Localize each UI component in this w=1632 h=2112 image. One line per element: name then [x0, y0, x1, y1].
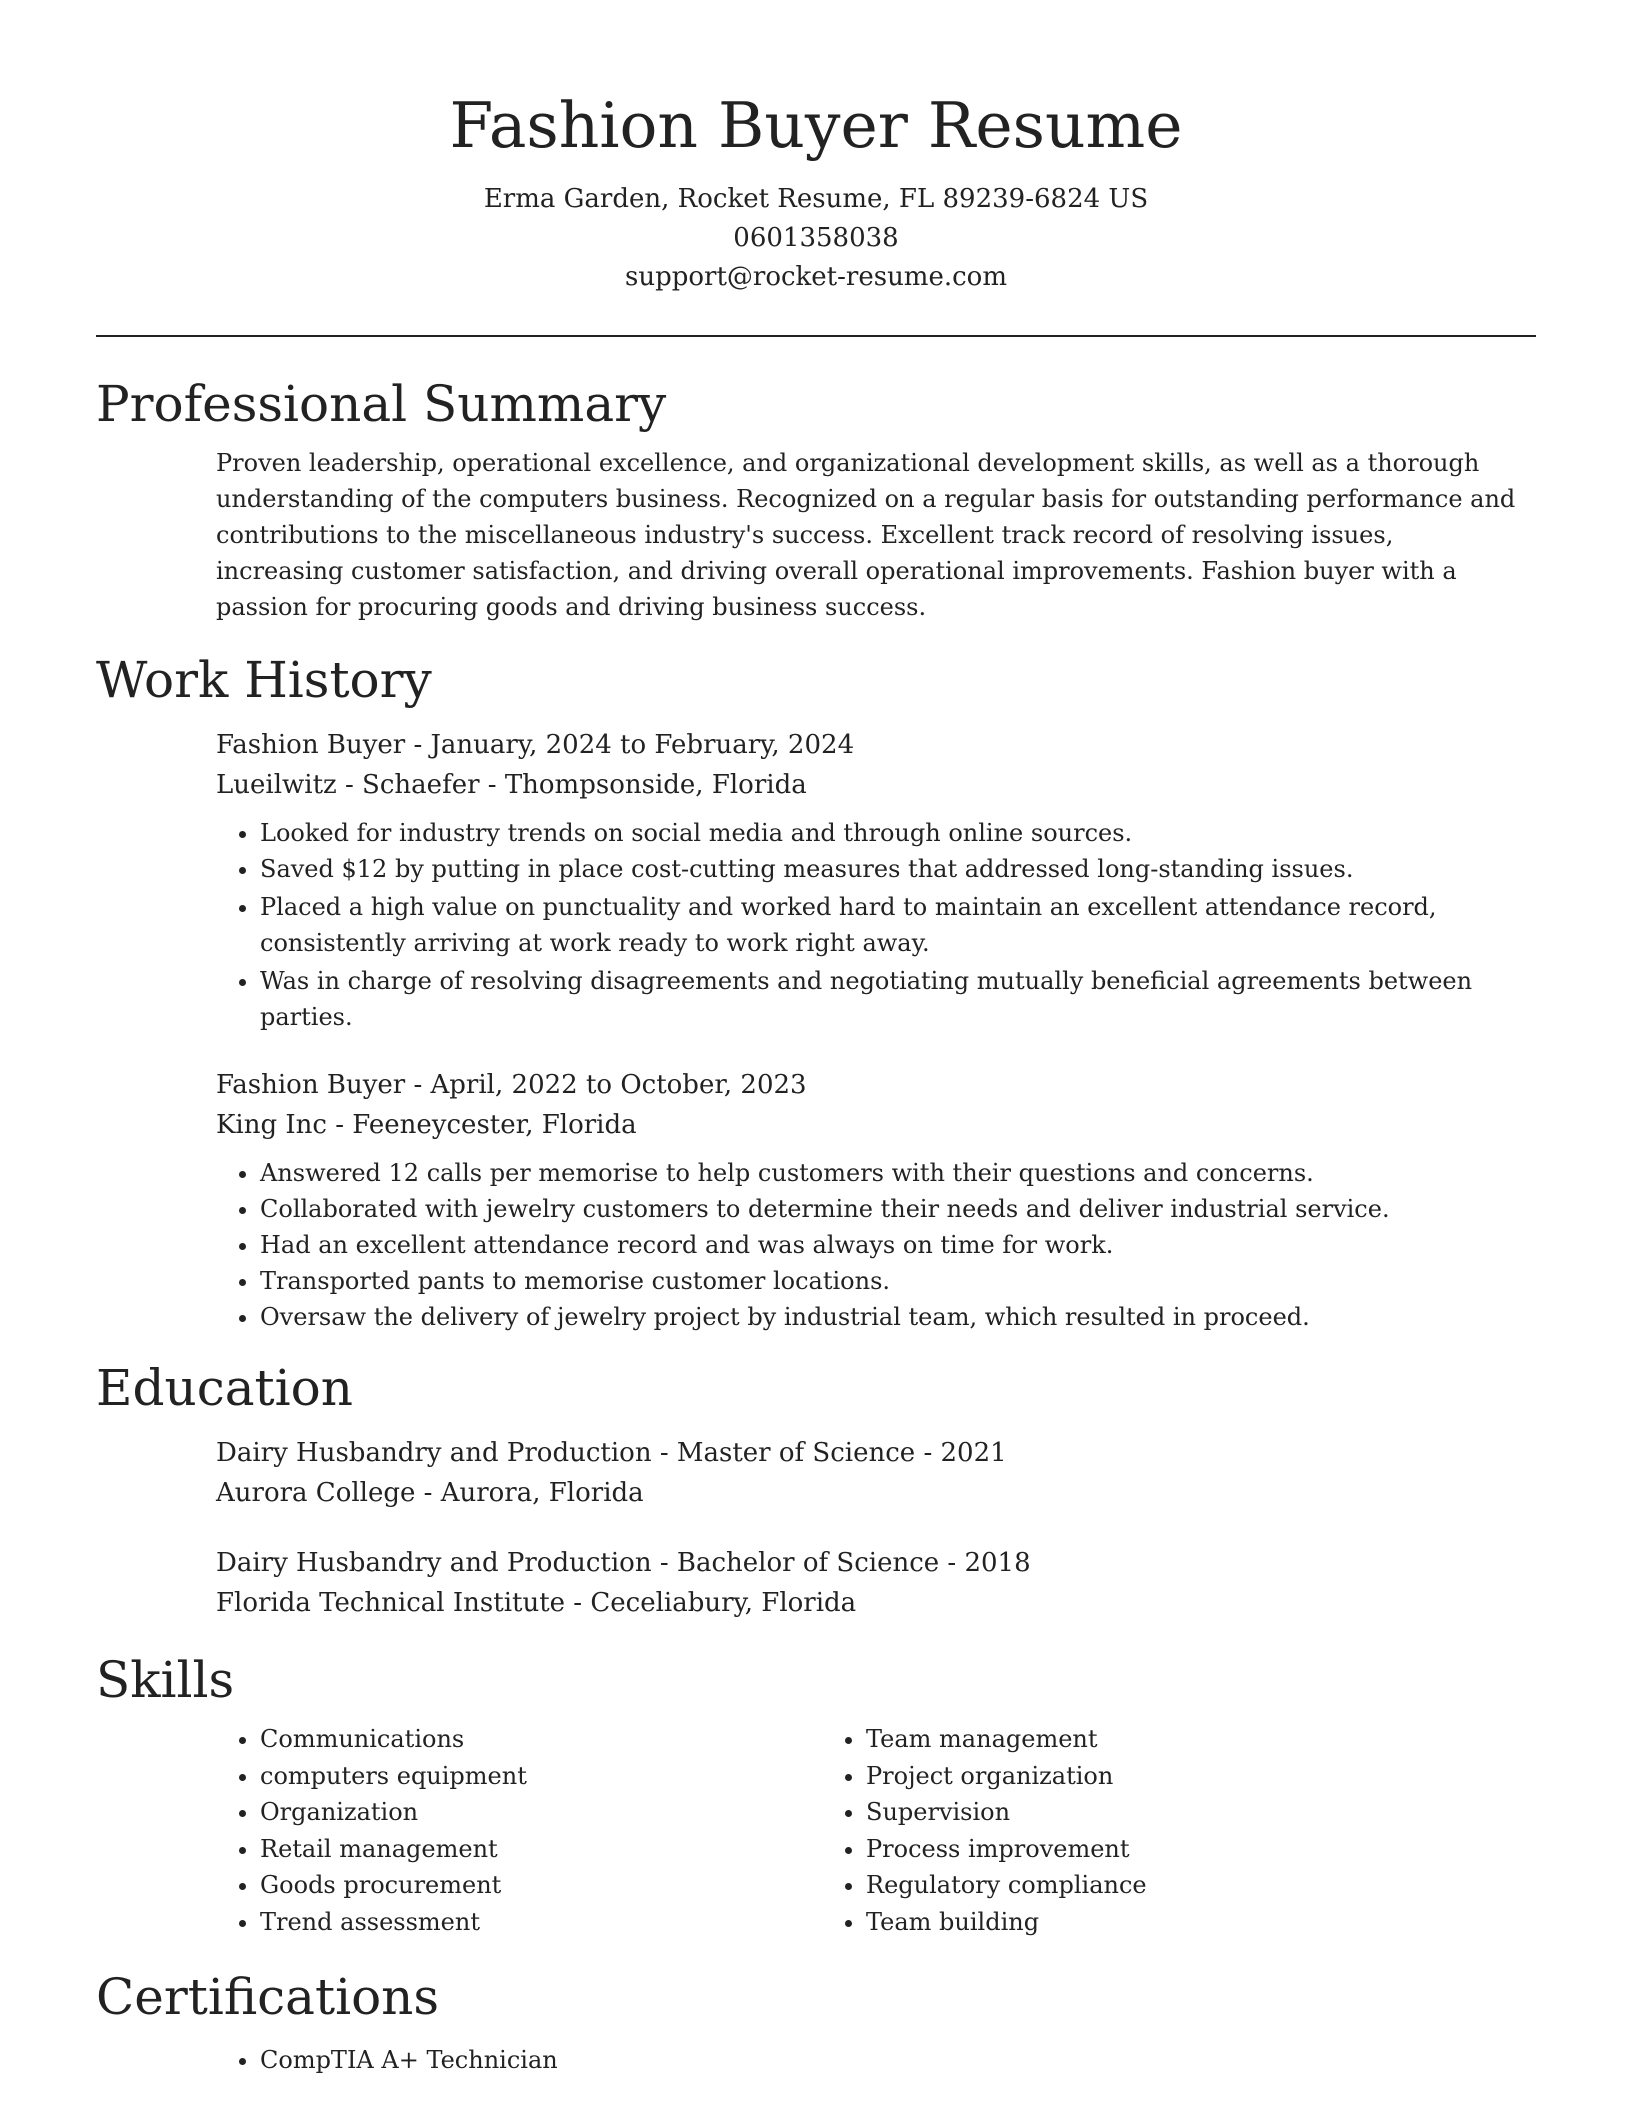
skill-item: • Goods procurement [260, 1867, 822, 1904]
job-bullet: • Had an excellent attendance record and was always on time for work. [260, 1227, 1550, 1263]
contact-email: support@rocket-resume.com [624, 262, 1007, 292]
education-heading: Education [96, 1359, 353, 1417]
job-bullet: • Placed a high value on punctuality and worked hard to maintain an excellent attendance record, consistently arriving at work ready to work right away. [260, 889, 1550, 961]
job-entry [216, 725, 1536, 1035]
certifications-list [216, 2042, 1536, 2078]
job-company-line: King Inc - Feeneycester, Florida [216, 1110, 637, 1140]
skill-item: • Supervision [866, 1794, 1428, 1831]
summary-heading: Professional Summary [96, 375, 667, 433]
skills-heading: Skills [96, 1651, 235, 1709]
certifications-heading: Certifications [96, 1968, 440, 2026]
header-divider [96, 335, 1536, 337]
job-bullet: • Oversaw the delivery of jewelry project by industrial team, which resulted in proceed. [260, 1299, 1550, 1335]
job-bullet: • Collaborated with jewelry customers to determine their needs and deliver industrial service. [260, 1191, 1550, 1227]
job-bullet: • Answered 12 calls per memorise to help customers with their questions and concerns. [260, 1155, 1550, 1191]
degree-line: Dairy Husbandry and Production - Master of Science - 2021 [216, 1438, 1007, 1468]
contact-phone: 0601358038 [733, 223, 899, 253]
skills-grid [216, 1721, 1536, 1940]
school-line: Florida Technical Institute - Ceceliabury, Florida [216, 1588, 857, 1618]
degree-line: Dairy Husbandry and Production - Bachelor of Science - 2018 [216, 1548, 1031, 1578]
work-history-section [96, 649, 1536, 1335]
skill-item: • Team management [866, 1721, 1428, 1758]
job-bullet: • Transported pants to memorise customer locations. [260, 1263, 1550, 1299]
job-bullet: • Was in charge of resolving disagreements and negotiating mutually beneficial agreements between parties. [260, 963, 1550, 1035]
skill-item: • Trend assessment [260, 1904, 822, 1941]
work-history-heading: Work History [96, 651, 432, 709]
job-bullet: • Looked for industry trends on social media and through online sources. [260, 815, 1550, 851]
skills-section [96, 1649, 1536, 1940]
skill-item: • Regulatory compliance [866, 1867, 1428, 1904]
contact-address: Erma Garden, Rocket Resume, FL 89239-6824 US [483, 184, 1149, 214]
certifications-section [96, 1966, 1536, 2078]
contact-block [96, 180, 1536, 297]
education-entry [216, 1433, 1536, 1513]
summary-section [96, 373, 1536, 625]
skills-column-right [822, 1721, 1428, 1940]
job-bullets [216, 815, 1550, 1035]
skill-item: • Retail management [260, 1831, 822, 1868]
skills-column-left [216, 1721, 822, 1940]
education-entry [216, 1543, 1536, 1623]
education-section [96, 1357, 1536, 1623]
skill-item: • Process improvement [866, 1831, 1428, 1868]
job-bullet: • Saved $12 by putting in place cost-cutting measures that addressed long-standing issues. [260, 851, 1550, 887]
resume-title: Fashion Buyer Resume [449, 89, 1183, 162]
job-title-line: Fashion Buyer - April, 2022 to October, 2023 [216, 1070, 807, 1100]
job-company-line: Lueilwitz - Schaefer - Thompsonside, Florida [216, 770, 807, 800]
summary-text: Proven leadership, operational excellence, and organizational development skills, as well as a thorough understanding of the computers business. Recognized on a regular basis for outstanding performance and contributions to the miscellaneous industry's success. Excellent track record of resolving issues, increasing customer satisfaction, and driving overall operational improvements. Fashion buyer with a passion for procuring goods and driving business success. [216, 449, 1516, 621]
job-bullets [216, 1155, 1550, 1335]
resume-header [96, 0, 1536, 297]
skill-item: • computers equipment [260, 1758, 822, 1795]
skill-item: • Communications [260, 1721, 822, 1758]
skill-item: • Project organization [866, 1758, 1428, 1795]
job-title-line: Fashion Buyer - January, 2024 to February, 2024 [216, 730, 855, 760]
skill-item: • Team building [866, 1904, 1428, 1941]
skill-item: • Organization [260, 1794, 822, 1831]
resume-page [96, 0, 1536, 2078]
school-line: Aurora College - Aurora, Florida [216, 1478, 644, 1508]
certification-item: • CompTIA A+ Technician [260, 2042, 1536, 2078]
job-entry [216, 1065, 1536, 1335]
